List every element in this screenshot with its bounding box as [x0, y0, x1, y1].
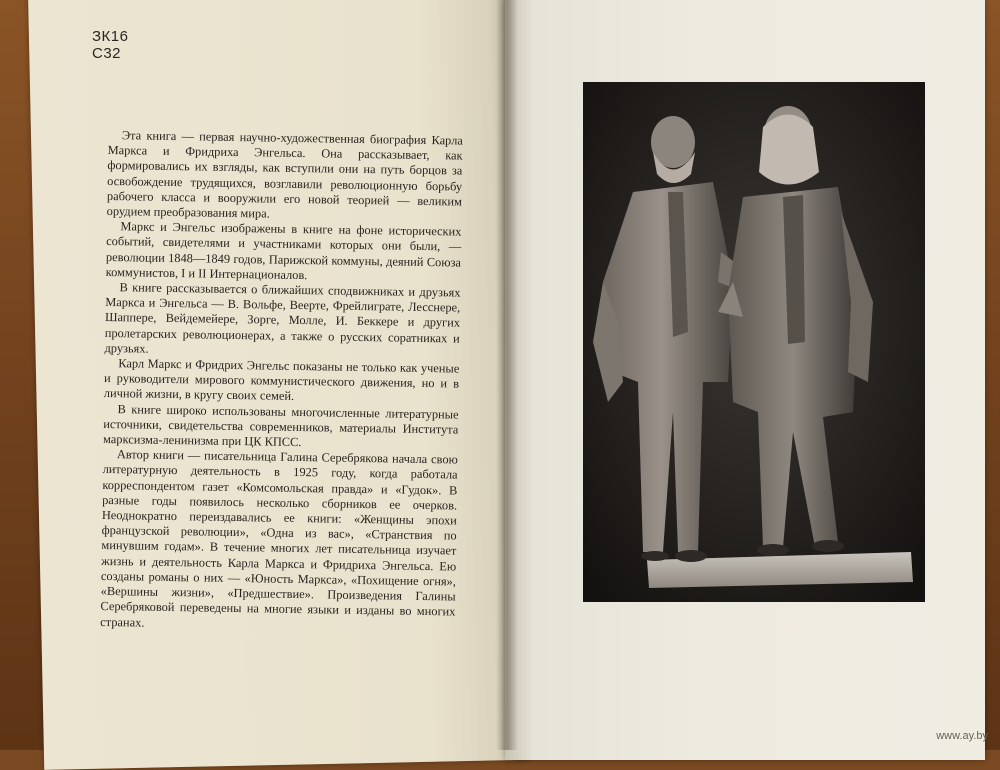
book-gutter	[496, 0, 518, 750]
sculpture-photo	[583, 82, 925, 602]
annotation-paragraph: В книге широко использованы многочисленные литературные источники, свидетельства современников, материалы Института марксизма-ленинизма при ЦК КПСС.	[103, 401, 459, 450]
library-code-line: ЗК16	[92, 28, 129, 45]
annotation-paragraph: Карл Маркс и Фридрих Энгельс показаны не только как ученые и руководители мирового коммунистического движения, но и в личной жизни, в кругу своих семей.	[103, 356, 460, 404]
annotation-paragraph: Эта книга — первая научно-художественная биография Карла Маркса и Фридриха Энгельса. Она рассказывает, как формировались их взгляды, как вступили они на путь борцов за освобождение трудящихся, возглавили революционную борьбу рабочего класса и вооружили его новой теорией — великим орудием преобразования мира.	[106, 128, 463, 221]
library-code	[92, 28, 128, 62]
watermark: www.ay.by	[936, 730, 988, 742]
annotation-paragraph: Автор книги — писательница Галина Серебрякова начала свою литературную деятельность в 1925 году, когда работала корреспондентом газет «Комсомольская правда» и «Гудок». В разные годы появилось несколько сборников ее очерков. Неоднократно переиздавались ее книги: «Женщины эпохи французской революции», «Одна из вас», «Странствия по минувшим годам». В течение многих лет писательница изучает жизнь и деятельность Карла Маркса и Фридриха Энгельса. Ею созданы романы о них — «Юность Маркса», «Похищение огня», «Вершины жизни», «Предшествие». Произведения Галины Серебряковой переведены на многие языки и изданы во многих странах.	[100, 447, 458, 630]
annotation-paragraph: В книге рассказывается о ближайших сподвижниках и друзьях Маркса и Энгельса — В. Вольфе, Веерте, Фрейлиграте, Лесснере, Шаппере, Вейдемейере, Зорге, Молле, И. Беккере и других пролетарских революционерах, а также о русских соратниках и друзьях.	[104, 280, 461, 356]
library-code-line: С32	[92, 45, 122, 62]
annotation-paragraph: Маркс и Энгельс изображены в книге на фоне исторических событий, свидетелями и участниками которых они были, — революции 1848—1849 годов, Парижской коммуны, деяний Союза коммунистов, I и II Интернационалов.	[105, 219, 462, 282]
book-annotation	[100, 128, 463, 635]
